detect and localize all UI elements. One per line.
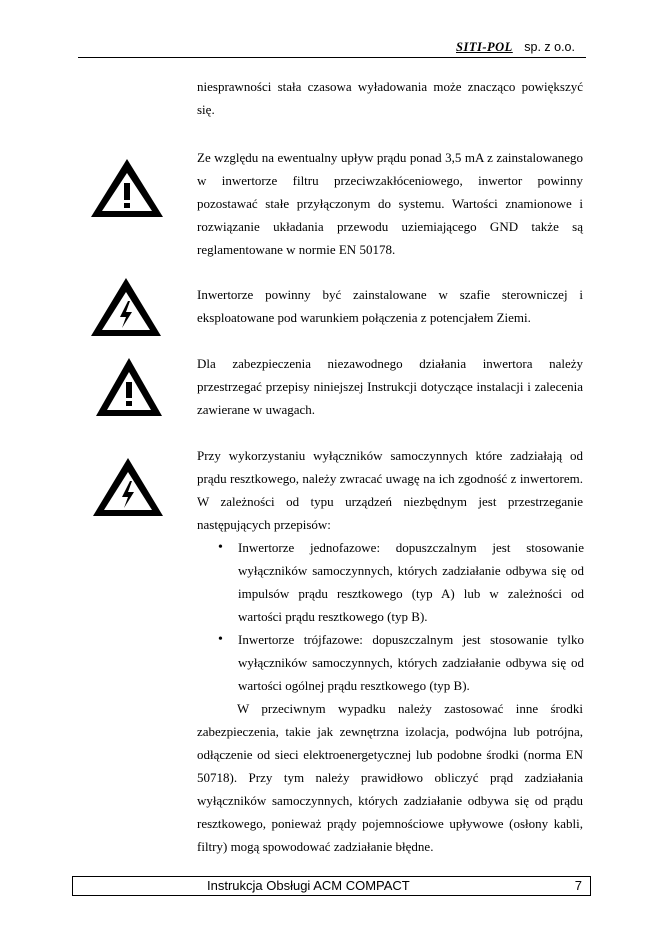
company-suffix: sp. z o.o. (524, 40, 575, 54)
electric-hazard-icon (90, 455, 166, 519)
paragraph-intro: niesprawności stała czasowa wyładowania może znacząco powiększyć się. (197, 79, 583, 117)
paragraph-installation: Inwertorze powinny być zainstalowane w szafie sterowniczej i eksploatowane pod warunkiem połączenia z potencjałem Ziemi. (197, 287, 583, 325)
brand-logo: SITI-POL (456, 40, 513, 54)
paragraph-leakage: Ze względu na ewentualny upływ prądu ponad 3,5 mA z zainstalowanego w inwertorze filtru przeciwzakłóceniowego, inwertor powinny pozostawać stałe przyłączonym do systemu. Wartości znamionowe i rozwiązanie układania przewodu uziemiającego GND także są reglamentowane w normie EN 50178. (197, 150, 583, 257)
warning-exclamation-icon (88, 156, 166, 220)
electric-hazard-icon (88, 275, 164, 339)
list-item-text: Inwertorze jednofazowe: dopuszczalnym jest stosowanie wyłączników samoczynnych, których zadziałanie odbywa się od impulsów prądu resztkowego (typ A) lub w zależności od wartości prądu resztkowego (typ B). (238, 540, 584, 624)
bullet-glyph: • (218, 540, 223, 555)
page-footer (72, 876, 591, 896)
paragraph-rcd: Przy wykorzystaniu wyłączników samoczynnych które zadziałają od prądu resztkowego, należy zwracać uwagę na ich zgodność z inwertorem. W zależności od typu urządzeń niezbędnym jest przestrzeganie następujących przepisów: (197, 448, 583, 532)
page-header (456, 40, 586, 58)
paragraph-alternatives: W przeciwnym wypadku należy zastosować inne środki zabezpieczenia, takie jak zewnętrzna izolacja, podwójna lub potrójna, odłączenie od sieci elektroenergetycznej lub podobne środki (norma EN 50718). Przy tym należy prawidłowo obliczyć prąd zadziałania wyłączników samoczynnych, których zadziałanie odbywa się od prądu resztkowego, ponieważ prądy pojemnościowe upływowe (osłony kabli, filtry) mogą spowodować zadziałanie błędne. (197, 701, 583, 854)
paragraph-safety: Dla zabezpieczenia niezawodnego działania inwertora należy przestrzegać przepisy niniejszej Instrukcji dotyczące instalacji i zalecenia zawierane w uwagach. (197, 356, 583, 417)
footer-title: Instrukcja Obsługi ACM COMPACT (207, 878, 410, 893)
list-item (218, 628, 584, 697)
page-number: 7 (574, 878, 582, 893)
header-divider (78, 57, 586, 58)
list-item (218, 536, 584, 628)
list-item-text: Inwertorze trójfazowe: dopuszczalnym jest stosowanie tylko wyłączników samoczynnych, których zadziałanie odbywa się od wartości ogólnej prądu resztkowego (typ B). (238, 632, 584, 693)
bullet-glyph: • (218, 632, 223, 647)
warning-exclamation-icon (93, 355, 165, 419)
